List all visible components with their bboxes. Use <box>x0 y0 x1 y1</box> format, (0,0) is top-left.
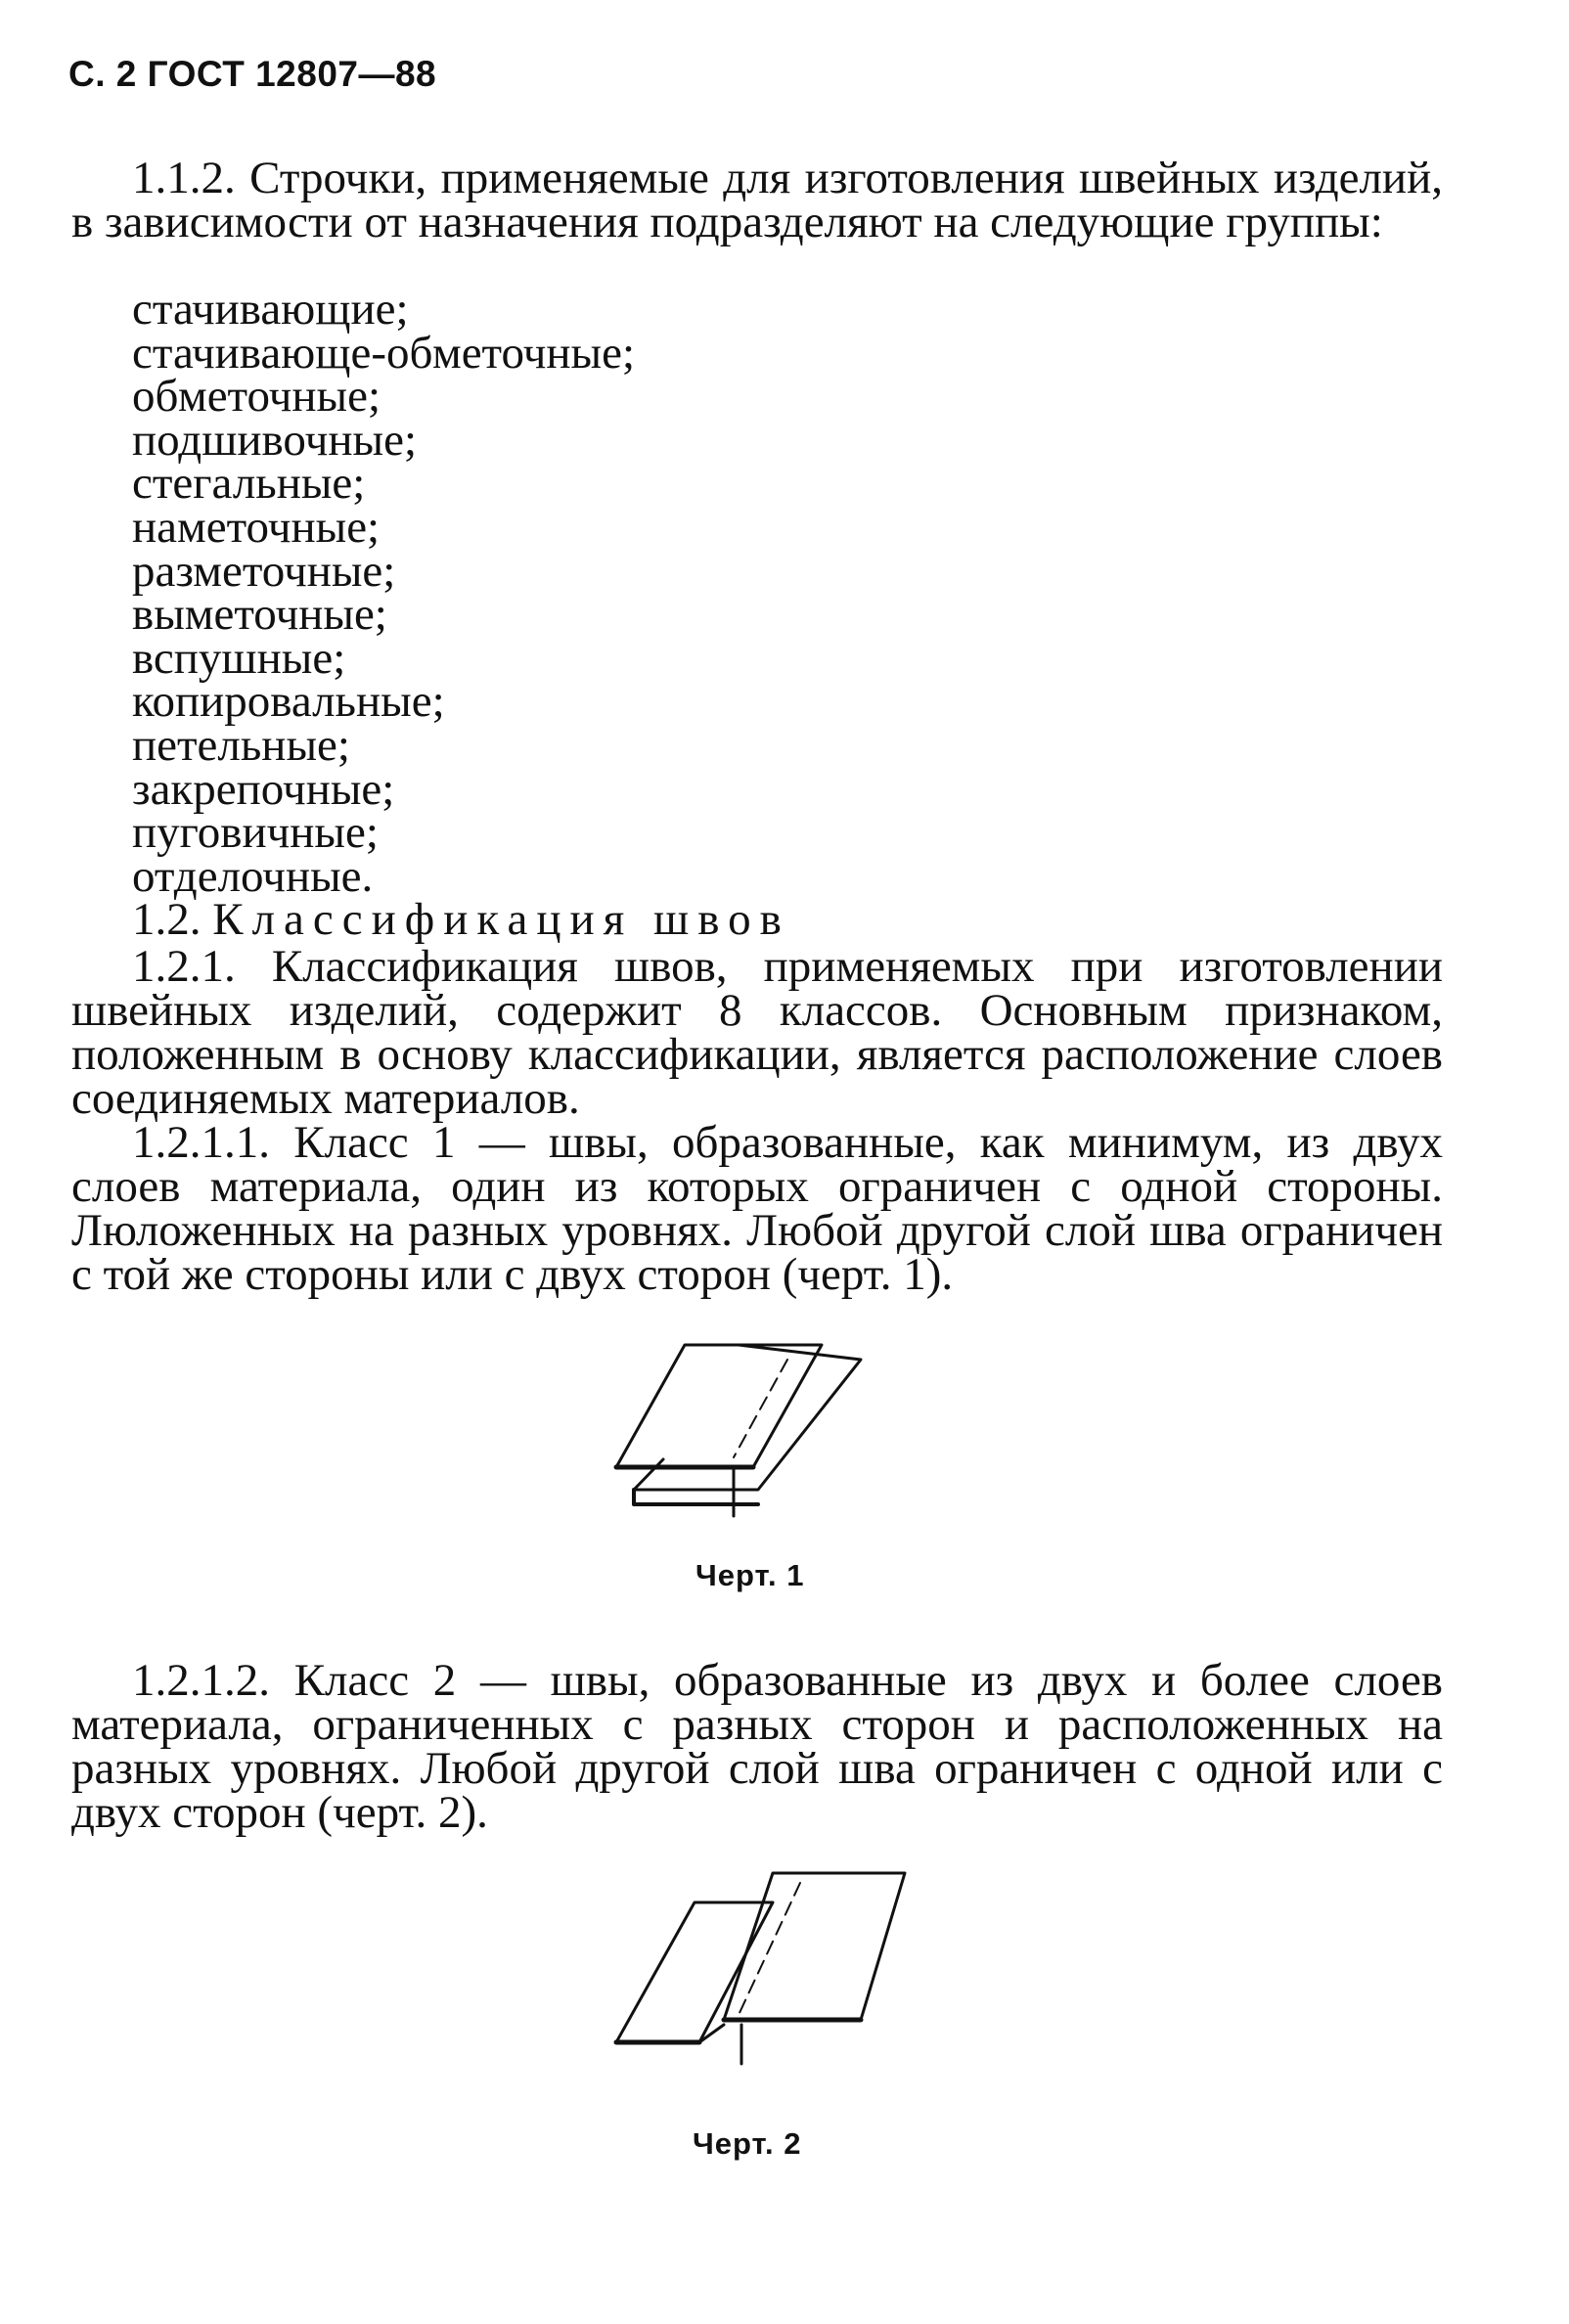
stitch-groups-list <box>132 284 636 902</box>
paragraph-1-2-1: 1.2.1. Классификация швов, применяемых при изготовлении швейных изделий, содержит 8 классов. Основным признаком, положенным в основу классификации, является расположение слоев соединяемых материалов. <box>71 941 1443 1124</box>
list-item: пуговичные; <box>132 807 379 859</box>
list-item: выметочные; <box>132 589 387 641</box>
paragraph-1-2-1-1: 1.2.1.1. Класс 1 — швы, образованные, как минимум, из двух слоев материала, один из которых ограничен с одной стороны. Люложенных на разных уровнях. Любой другой слой шва ограничен с той же стороны или с двух сторон (черт. 1). <box>71 1117 1443 1300</box>
list-item: наметочные; <box>132 501 381 553</box>
list-item: подшивочные; <box>132 414 417 466</box>
page-header: С. 2 ГОСТ 12807—88 <box>68 54 437 94</box>
list-item: копировальные; <box>132 676 445 728</box>
figure-1-caption: Черт. 1 <box>695 1558 805 1592</box>
list-item: вспушные; <box>132 632 346 684</box>
list-item: стачивающие; <box>132 284 409 335</box>
paragraph-1-2-1-2: 1.2.1.2. Класс 2 — швы, образованные из двух и более слоев материала, ограниченных с разных сторон и расположенных на разных уровнях. Любой другой слой шва ограничен с одной или с двух сторон (черт. 2). <box>71 1655 1443 1838</box>
list-item: закрепочные; <box>132 763 395 815</box>
section-number: 1.2. <box>132 894 202 945</box>
section-title: Классификация швов <box>212 894 790 945</box>
figure-2-drawing <box>606 1868 929 2064</box>
figure-2-caption: Черт. 2 <box>693 2126 802 2161</box>
paragraph-1-1-2: 1.1.2. Строчки, применяемые для изготовления швейных изделий, в зависимости от назначения подразделяют на следующие группы: <box>71 153 1443 247</box>
list-item: разметочные; <box>132 545 396 597</box>
list-item: обметочные; <box>132 371 381 423</box>
section-heading <box>132 894 790 945</box>
list-item: петельные; <box>132 719 350 771</box>
list-item: отделочные. <box>132 850 374 902</box>
figure-1-drawing <box>587 1340 880 1516</box>
list-item: стачивающе-обметочные; <box>132 327 636 379</box>
list-item: стегальные; <box>132 458 366 510</box>
